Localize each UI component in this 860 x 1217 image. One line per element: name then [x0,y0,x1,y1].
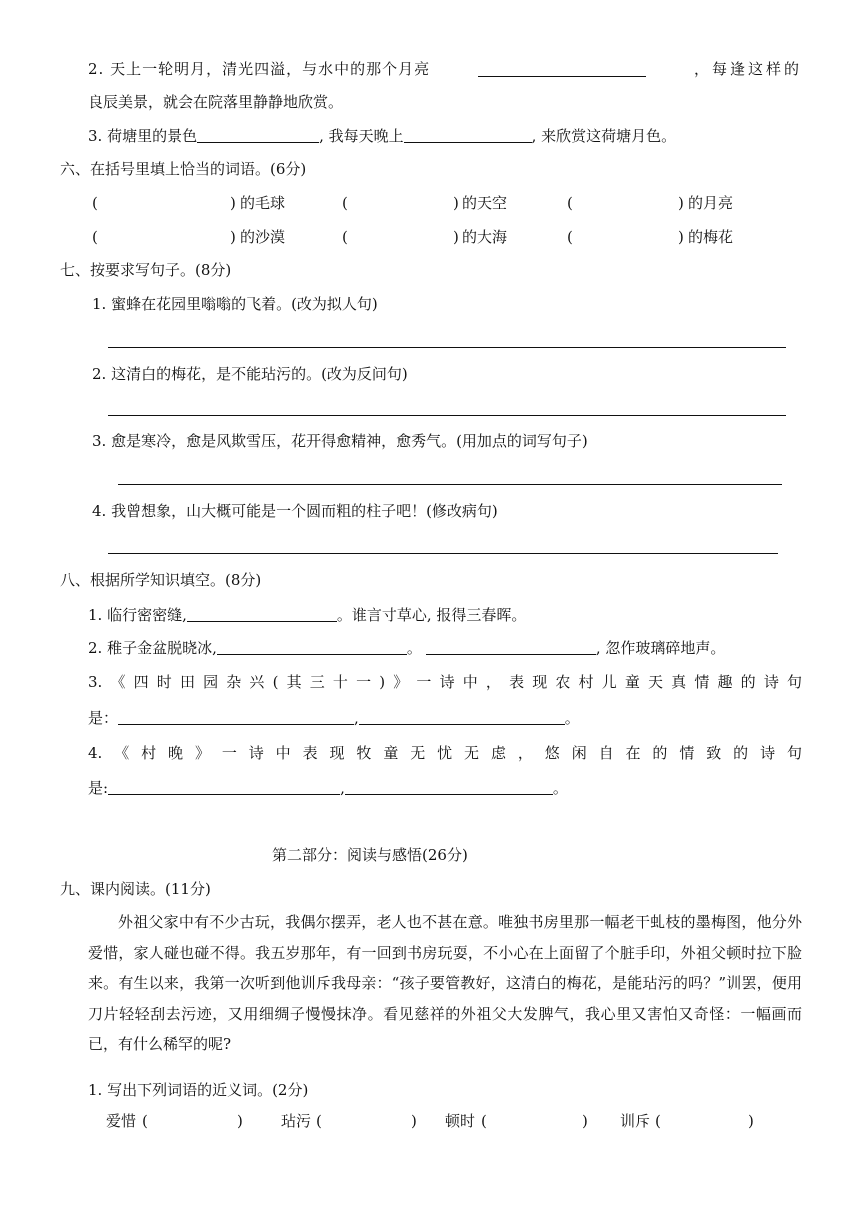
s6-word: 的沙漠 [240,228,286,246]
s6-paren-close: ) [678,228,684,246]
s8-q2 [88,640,725,656]
s9-passage: 外祖父家中有不少古玩，我偶尔摆弄，老人也不甚在意。唯独书房里那一幅老干虬枝的墨梅图，他分外爱惜，家人碰也碰不得。我五岁那年，有一回到书房玩耍，不小心在上面留了个脏手印，外祖父顿时拉下脸来。有生以来，我第一次听到他训斥我母亲：“孩子要管教好，这清白的梅花，是能玷污的吗？”训罢，便用刀片轻轻刮去污迹，又用细绸子慢慢抹净。看见慈祥的外祖父大发脾气，我心里又害怕又奇怪：一幅画而已，有什么稀罕的呢? [88,913,802,1053]
s6-word: 的梅花 [688,228,734,246]
s7-q4: 4. 我曾想象，山大概可能是一个圆而粗的柱子吧！(修改病句) [92,502,498,520]
s8-q2-text-b: 。 [406,639,422,657]
s8-q1-text-b: 。谁言寸草心, 报得三春晖。 [336,606,527,624]
s5-q3-blank-2[interactable] [404,128,532,143]
s5-q3-text-c: , 来欣赏这荷塘月色。 [531,127,677,145]
s7-title: 七、按要求写句子。(8分) [60,261,232,279]
s8-q2-text-c: , 忽作玻璃碎地声。 [595,639,726,657]
s6-paren-close: ) [453,228,459,246]
s8-q4-blank-2[interactable] [345,780,553,795]
s8-q4-blank-1[interactable] [108,780,340,795]
s9-word: 玷污 [281,1112,312,1130]
s8-q2-text-a: 2. 稚子金盆脱晓冰, [88,639,217,657]
s7-q4-answer-line[interactable] [108,553,778,554]
s7-q1: 1. 蜜蜂在花园里嗡嗡的飞着。(改为拟人句) [92,295,378,313]
s9-q1: 1. 写出下列词语的近义词。(2分) [88,1081,309,1099]
s5-q3-line [88,128,676,144]
s5-q2-blank[interactable] [478,62,646,77]
s6-word: 的大海 [462,228,508,246]
s7-q1-answer-line[interactable] [108,347,786,348]
s7-q3-answer-line[interactable] [118,484,782,485]
s6-paren-open: ( [92,228,98,246]
s8-q2-blank-2[interactable] [426,640,596,655]
s5-q2-text: 2. 天上一轮明月，清光四溢，与水中的那个月亮 [88,60,431,78]
s5-q2-line2: 良辰美景，就会在院落里静静地欣赏。 [88,93,344,111]
s6-paren-open: ( [342,228,348,246]
s8-q3-line2: 是： , 。 [88,709,580,727]
s9-title: 九、课内阅读。(11分) [60,880,211,898]
s6-word: 的月亮 [688,194,734,212]
s8-q3-line1: 3.《四时田园杂兴(其三十一)》一诗中，表现农村儿童天真情趣的诗句 [88,673,802,691]
s8-q3-prefix: 是： [88,709,119,727]
s5-q3-blank-1[interactable] [197,128,319,143]
s6-paren-open: ( [567,194,573,212]
s9-word: 顿时 [445,1112,476,1130]
s7-q2-answer-line[interactable] [108,415,786,416]
s6-paren-open: ( [342,194,348,212]
s5-q3-text-b: , 我每天晚上 [319,127,404,145]
s8-q4-line1: 4.《村晚》一诗中表现牧童无忧无虑，悠闲自在的情致的诗句 [88,744,802,762]
s8-q3-blank-2[interactable] [359,710,565,725]
s7-q3: 3. 愈是寒冷，愈是风欺雪压，花开得愈精神，愈秀气。(用加点的词写句子) [92,432,588,450]
s6-paren-close: ) [230,194,236,212]
s8-q4-prefix: 是: [88,779,109,797]
s8-title: 八、根据所学知识填空。(8分) [60,571,262,589]
s5-q2-line1 [88,62,802,77]
s9-word: 训斥 [620,1112,651,1130]
s6-paren-open: ( [567,228,573,246]
s9-word: 爱惜 [106,1112,137,1130]
s6-word: 的毛球 [240,194,286,212]
s6-paren-close: ) [230,228,236,246]
part2-title: 第二部分：阅读与感悟(26分) [272,846,468,864]
s6-paren-close: ) [453,194,459,212]
s6-word: 的天空 [462,194,508,212]
s6-title: 六、在括号里填上恰当的词语。(6分) [60,160,307,178]
s8-q2-blank-1[interactable] [217,640,407,655]
s5-q3-text-a: 3. 荷塘里的景色 [88,127,198,145]
s5-q2-text-b: ，每逢这样的 [693,60,802,78]
s8-q3-blank-1[interactable] [118,710,354,725]
s8-q1-blank[interactable] [187,607,337,622]
s8-q1-text-a: 1. 临行密密缝, [88,606,187,624]
s6-paren-close: ) [678,194,684,212]
s7-q2: 2. 这清白的梅花，是不能玷污的。(改为反问句) [92,365,408,383]
s8-q4-line2: 是: , 。 [88,779,568,797]
s6-paren-open: ( [92,194,98,212]
s8-q1 [88,607,526,623]
